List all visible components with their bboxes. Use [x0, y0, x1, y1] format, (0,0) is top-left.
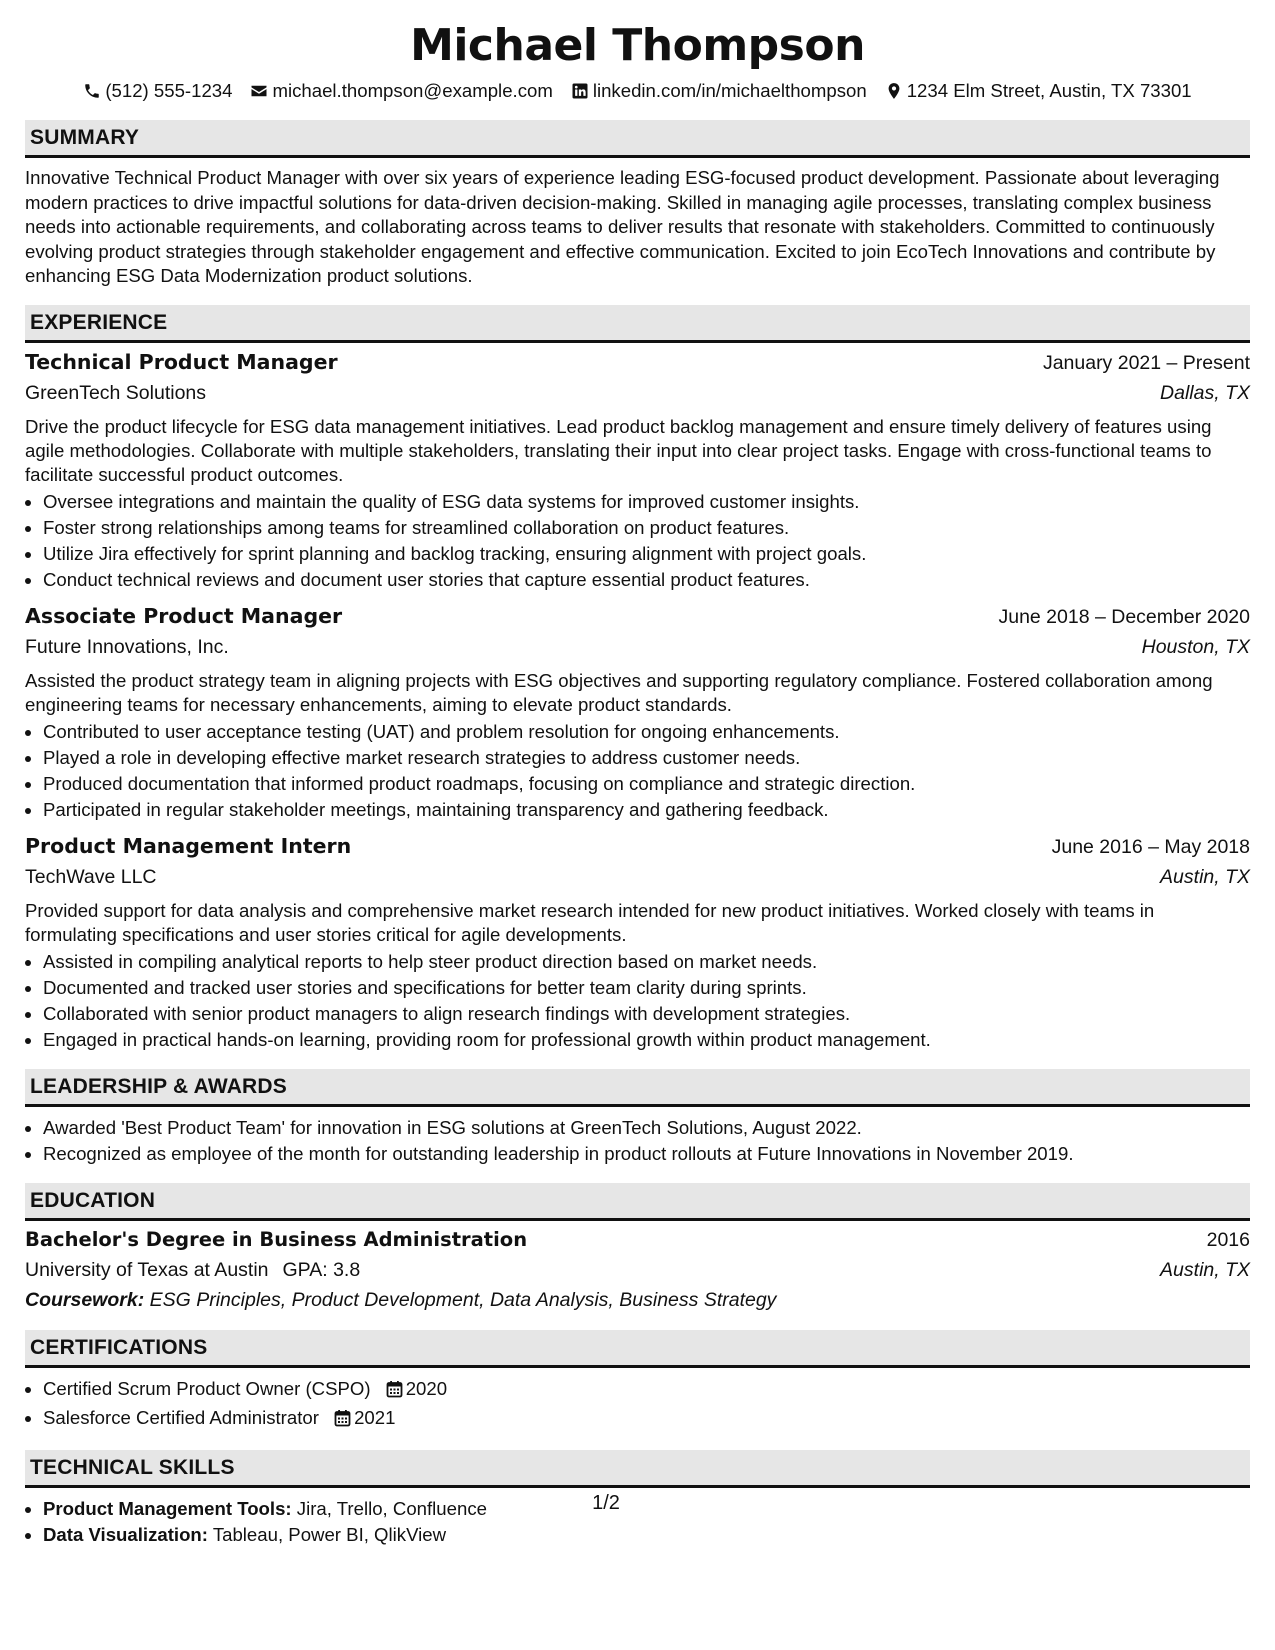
list-item: • Collaborated with senior product managers to align research findings with development strategies. [43, 1001, 1250, 1027]
contact-bar [25, 78, 1250, 104]
skill-label: Data Visualization: [43, 1523, 208, 1545]
list-item: • Produced documentation that informed product roadmaps, focusing on compliance and strategic direction. [43, 771, 1250, 797]
job-entry [25, 347, 1250, 593]
page-number: 1/2 [592, 1492, 620, 1514]
coursework-line [25, 1286, 1250, 1314]
list-item: • Contributed to user acceptance testing (UAT) and problem resolution for ongoing enhancements. [43, 719, 1250, 745]
list-item [43, 1522, 1250, 1548]
list-item: • Played a role in developing effective market research strategies to address customer needs. [43, 745, 1250, 771]
contact-address [885, 78, 1192, 104]
section-heading-experience: EXPERIENCE [25, 305, 1250, 343]
company-name: TechWave LLC [25, 865, 157, 888]
list-item: • Documented and tracked user stories and specifications for better team clarity during sprints. [43, 975, 1250, 1001]
job-description: Assisted the product strategy team in aligning projects with ESG objectives and supporting regulatory compliance. Fostered collaboration among engineering teams for necessary enhancements, aiming to elevate product standards. [25, 669, 1213, 715]
awards-list [25, 1115, 1250, 1167]
job-title: Product Management Intern [25, 833, 352, 858]
contact-phone[interactable] [83, 78, 232, 104]
certification-name: Certified Scrum Product Owner (CSPO) [43, 1377, 371, 1399]
email-text: michael.thompson@example.com [272, 80, 553, 101]
phone-icon [83, 82, 101, 100]
degree-title: Bachelor's Degree in Business Administration [25, 1227, 528, 1251]
job-bullets [25, 719, 1250, 823]
skill-value: Jira, Trello, Confluence [296, 1497, 487, 1519]
section-heading-certifications: CERTIFICATIONS [25, 1330, 1250, 1368]
contact-email[interactable] [250, 78, 552, 104]
skill-label: Product Management Tools: [43, 1497, 292, 1519]
job-location: Austin, TX [1160, 865, 1250, 888]
contact-linkedin[interactable] [571, 78, 867, 104]
phone-text: (512) 555-1234 [105, 80, 233, 101]
company-name: Future Innovations, Inc. [25, 635, 229, 658]
list-item [43, 1376, 1250, 1405]
list-item: • Oversee integrations and maintain the quality of ESG data systems for improved customer insights. [43, 489, 1250, 515]
list-item: • Recognized as employee of the month for outstanding leadership in product rollouts at Future Innovations in November 2019. [43, 1141, 1250, 1167]
job-dates: June 2018 – December 2020 [998, 605, 1250, 628]
skill-value: Tableau, Power BI, QlikView [212, 1523, 447, 1545]
list-item: • Foster strong relationships among teams for streamlined collaboration on product features. [43, 515, 1250, 541]
summary-text: Innovative Technical Product Manager with over six years of experience leading ESG-focused product development. Passionate about leveraging modern practices to drive impactful solutions for data-driven decision-making. Skilled in managing agile processes, translating complex business needs into actionable requirements, and collaborating across teams to deliver results that resonate with stakeholders. Committed to continuously evolving product strategies through stakeholder engagement and effective communication. Excited to join EcoTech Innovations and contribute by enhancing ESG Data Modernization product solutions. [25, 167, 1220, 286]
experience-section [25, 305, 1250, 1053]
job-dates: June 2016 – May 2018 [1051, 835, 1250, 858]
job-location: Dallas, TX [1160, 381, 1250, 404]
job-title: Associate Product Manager [25, 603, 343, 628]
list-item: • Participated in regular stakeholder meetings, maintaining transparency and gathering feedback. [43, 797, 1250, 823]
section-heading-leadership: LEADERSHIP & AWARDS [25, 1069, 1250, 1107]
certification-name: Salesforce Certified Administrator [43, 1406, 319, 1428]
candidate-name: Michael Thompson [410, 20, 865, 71]
school-location: Austin, TX [1160, 1258, 1250, 1281]
coursework-text: ESG Principles, Product Development, Data Analysis, Business Strategy [149, 1288, 777, 1311]
gpa-text: GPA: 3.8 [282, 1258, 361, 1281]
address-text: 1234 Elm Street, Austin, TX 73301 [906, 80, 1192, 101]
education-section [25, 1183, 1250, 1314]
job-entry [25, 601, 1250, 823]
coursework-label: Coursework: [25, 1288, 145, 1311]
section-heading-summary: SUMMARY [25, 120, 1250, 158]
certification-year: 2021 [354, 1406, 396, 1428]
list-item: • Utilize Jira effectively for sprint planning and backlog tracking, ensuring alignment with project goals. [43, 541, 1250, 567]
resume-page [25, 18, 1250, 1548]
job-bullets [25, 949, 1250, 1053]
list-item [43, 1405, 1250, 1434]
job-title: Technical Product Manager [25, 349, 338, 374]
certifications-list [25, 1376, 1250, 1434]
calendar-icon [334, 1408, 351, 1434]
list-item: • Conduct technical reviews and document user stories that capture essential product features. [43, 567, 1250, 593]
certifications-section [25, 1330, 1250, 1434]
job-description: Drive the product lifecycle for ESG data management initiatives. Lead product backlog management and ensure timely delivery of features using agile methodologies. Collaborate with multiple stakeholders, translating their input into clear project tasks. Engage with cross-functional teams to facilitate successful product outcomes. [25, 415, 1212, 485]
company-name: GreenTech Solutions [25, 381, 207, 404]
certification-year: 2020 [405, 1377, 448, 1399]
list-item: • Awarded 'Best Product Team' for innovation in ESG solutions at GreenTech Solutions, August 2022. [43, 1115, 1250, 1141]
section-heading-education: EDUCATION [25, 1183, 1250, 1221]
list-item: • Engaged in practical hands-on learning, providing room for professional growth within product management. [43, 1027, 1250, 1053]
leadership-section [25, 1069, 1250, 1167]
job-dates: January 2021 – Present [1042, 351, 1250, 374]
linkedin-text: linkedin.com/in/michaelthompson [592, 80, 867, 101]
linkedin-icon [571, 82, 589, 100]
list-item: • Assisted in compiling analytical reports to help steer product direction based on market needs. [43, 949, 1250, 975]
summary-section [25, 120, 1250, 289]
envelope-icon [250, 82, 268, 100]
map-pin-icon [885, 82, 903, 100]
job-bullets [25, 489, 1250, 593]
job-entry [25, 831, 1250, 1053]
job-description: Provided support for data analysis and comprehensive market research intended for new product initiatives. Worked closely with teams in formulating specifications and user stories critical for agile developments. [25, 899, 1155, 945]
school-name: University of Texas at Austin [25, 1258, 269, 1281]
job-location: Houston, TX [1141, 635, 1250, 658]
section-heading-skills: TECHNICAL SKILLS [25, 1450, 1250, 1488]
calendar-icon [386, 1379, 403, 1405]
graduation-year: 2016 [1206, 1228, 1250, 1251]
